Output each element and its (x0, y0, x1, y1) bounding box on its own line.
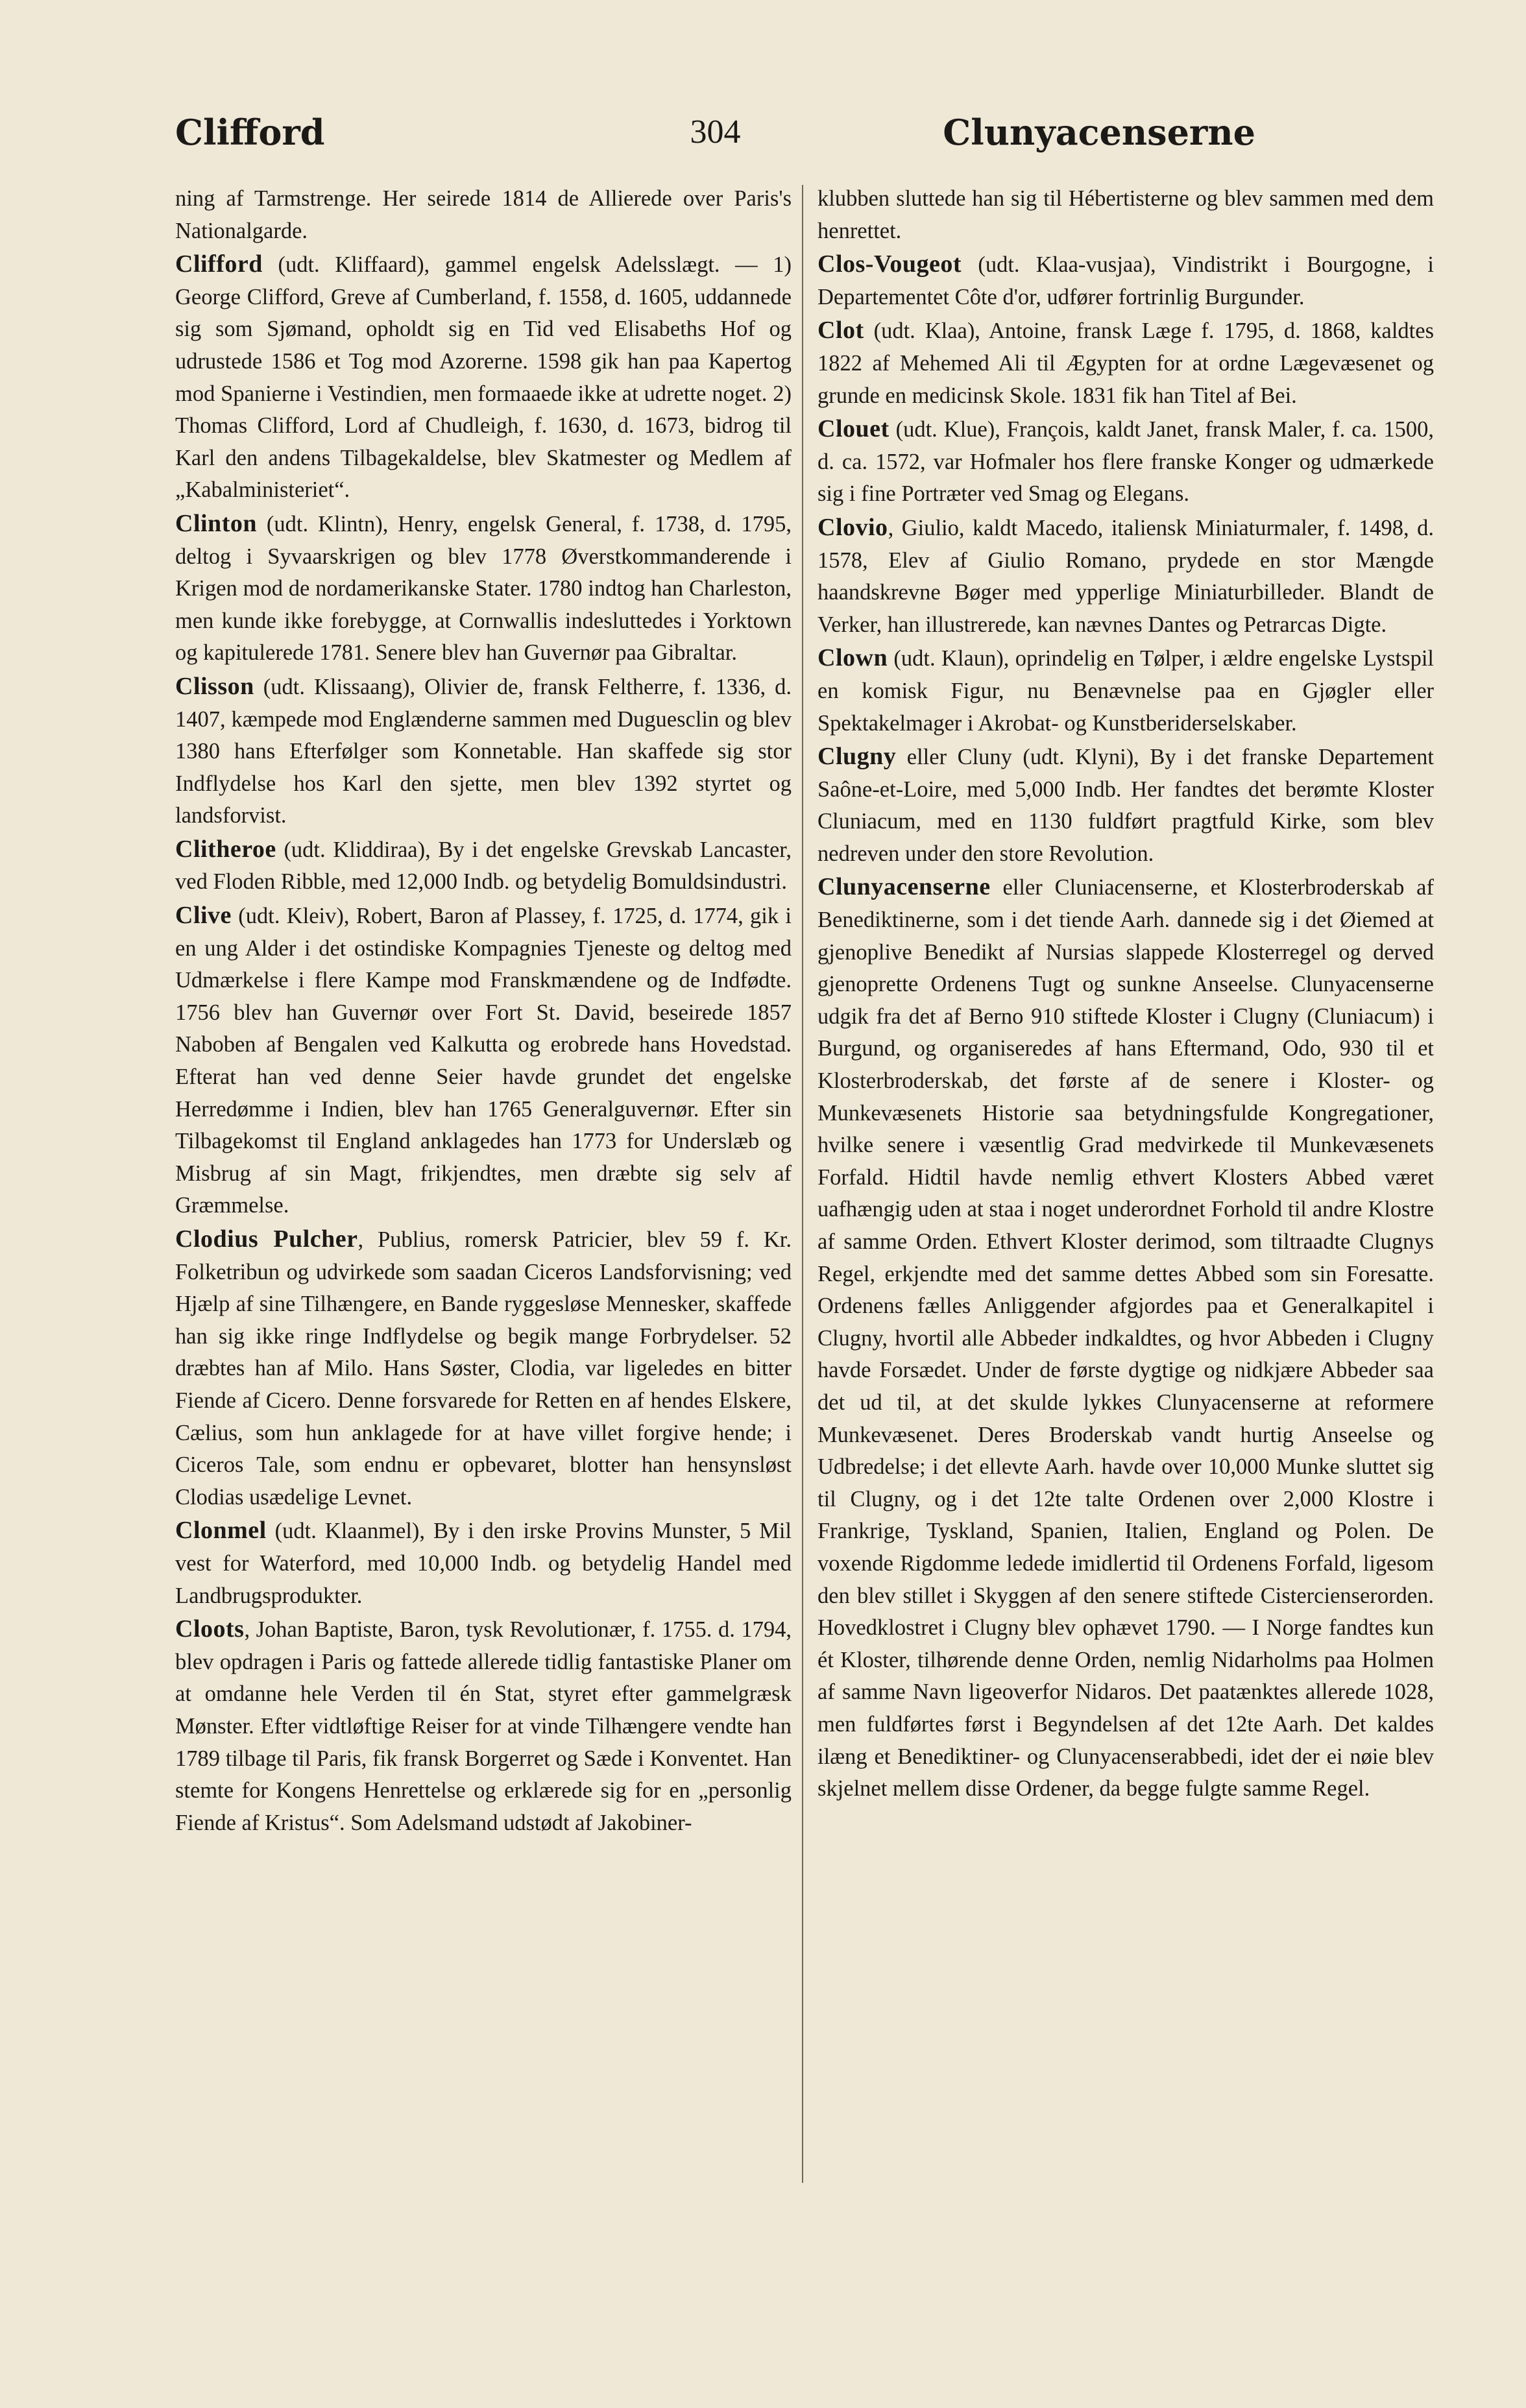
entry-clown (818, 642, 1434, 740)
entry-clunyacenserne (818, 871, 1434, 1805)
header-right-catchword: Clunyacenserne (943, 112, 1255, 153)
entry-clot (818, 315, 1434, 412)
entry-clive (175, 900, 792, 1222)
entry-clugny (818, 741, 1434, 870)
entry-text: (udt. Klaanmel), By i den irske Provins Munster, 5 Mil vest for Waterford, med 10,000 Indb. og betydelig Handel med Landbrugsprodukter. (175, 1519, 792, 1608)
entry-text: eller Cluny (udt. Klyni), By i det franske Departement Saône-et-Loire, med 5,000 Indb. Her fandtes det berømte Kloster Cluniacum, med en 1130 fuldført pragtfuld Kirke, som blev nedreven under den store Revolution. (818, 745, 1434, 866)
entry-continuation (818, 183, 1434, 247)
right-column (818, 183, 1434, 2213)
entry-headword: Clos-Vougeot (818, 250, 962, 278)
header-left-catchword: Clifford (175, 112, 325, 153)
entry-headword: Clonmel (175, 1517, 267, 1545)
entry-headword: Clinton (175, 509, 257, 537)
entry-text: , Publius, romersk Patricier, blev 59 f. Kr. Folketribun og udvirkede som saadan Ciceros Landsforvisning; ved Hjælp af sine Tilhængere, en Bande ryggesløse Mennesker, skaffede han sig ikke ringe Indflydelse og begik mange Forbrydelser. 52 dræbtes han af Milo. Hans Søster, Clodia, var ligeledes en bitter Fiende af Cicero. Denne forsvarede for Retten en af hendes Elskere, Cælius, som hun anklagede for at have villet forgive hende; i Ciceros Tale, som endnu er opbevaret, blotter han hensynsløst Clodias usædelige Levnet. (175, 1227, 792, 1510)
entry-cloots (175, 1613, 792, 1839)
entry-clitheroe (175, 834, 792, 898)
entry-text: klubben sluttede han sig til Hébertisterne og blev sammen med dem henrettet. (818, 186, 1434, 243)
entry-clinton (175, 508, 792, 669)
page-number: 304 (690, 114, 741, 150)
entry-clovio (818, 512, 1434, 641)
entry-clisson (175, 671, 792, 832)
entry-headword: Clunyacenserne (818, 873, 991, 901)
entry-text: ning af Tarmstrenge. Her seirede 1814 de Allierede over Paris's Nationalgarde. (175, 186, 792, 243)
entry-text: (udt. Klaa), Antoine, fransk Læge f. 1795, d. 1868, kaldtes 1822 af Mehemed Ali til Ægypten for at ordne Lægevæsenet og grunde en medicinsk Skole. 1831 fik han Titel af Bei. (818, 319, 1434, 408)
entry-headword: Clugny (818, 743, 897, 771)
entry-text: (udt. Kliffaard), gammel engelsk Adelsslægt. — 1) George Clifford, Greve af Cumberland, f. 1558, d. 1605, uddannede sig som Sjømand, opholdt sig en Tid ved Elisabeths Hof og udrustede 1586 et Tog mod Azorerne. 1598 gik han paa Kapertog mod Spanierne i Vestindien, men formaaede ikke at udrette noget. 2) Thomas Clifford, Lord af Chudleigh, f. 1630, d. 1673, bidrog til Karl den andens Tilbagekaldelse, blev Skatmester og Medlem af „Kabalministeriet“. (175, 252, 792, 503)
entry-clos-vougeot (818, 248, 1434, 313)
entry-text: (udt. Klue), François, kaldt Janet, fransk Maler, f. ca. 1500, d. ca. 1572, var Hofmaler hos flere franske Konger og udmærkede sig i fine Portræter ved Smag og Elegans. (818, 417, 1434, 507)
entry-continuation (175, 183, 792, 247)
entry-headword: Clouet (818, 415, 890, 443)
entry-clifford (175, 248, 792, 507)
page-header (175, 109, 1255, 167)
entry-text: (udt. Kleiv), Robert, Baron af Plassey, f. 1725, d. 1774, gik i en ung Alder i det ostindiske Kompagnies Tjeneste og deltog med Udmærkelse i flere Kampe mod Franskmændene og de Indfødte. 1756 blev han Guvernør over Fort St. David, beseirede 1857 Naboben af Bengalen ved Kalkutta og erobrede hans Hovedstad. Efterat han ved denne Seier havde grundet det engelske Herredømme i Indien, blev han 1765 Generalguvernør. Efter sin Tilbagekomst til England anklagedes han 1773 for Underslæb og Misbrug af sin Magt, frikjendtes, men dræbte sig selv af Græmmelse. (175, 904, 792, 1218)
entry-clonmel (175, 1515, 792, 1612)
entry-text: eller Cluniacenserne, et Klosterbroderskab af Benediktinerne, som i det tiende Aarh. dannede sig i det Øiemed at gjenoplive Benedikt af Nursias slappede Klosterregel og derved gjenoprette Ordenens Tugt og sunkne Anseelse. Clunyacenserne udgik fra det af Berno 910 stiftede Kloster i Clugny (Cluniacum) i Burgund, og organiseredes af hans Eftermand, Odo, 930 til et Klosterbroderskab, det første af de senere i Kloster- og Munkevæsenets Historie saa betydningsfulde Kongregationer, hvilke senere i væsentlig Grad medvirkede til Munkevæsenets Forfald. Hidtil havde nemlig ethvert Klosters Abbed været uafhængig uden at staa i noget underordnet Forhold til andre Klostre af samme Orden. Ethvert Kloster derimod, som tiltraadte Clugnys Regel, erkjendte med det samme dettes Abbed som sin Foresatte. Ordenens fælles Anliggender afgjordes paa et Generalkapitel i Clugny, hvortil alle Abbeder indkaldtes, og hvor Abbeden i Clugny havde Forsædet. Under de første dygtige og nidkjære Abbeder saa det ud til, at det skulde lykkes Clunyacenserne at reformere Munkevæsenet. Deres Broderskab vandt hurtig Anseelse og Udbredelse; i det ellevte Aarh. havde over 10,000 Munke sluttet sig til Clugny, og i det 12te talte Ordenen over 2,000 Klostre i Frankrige, Tyskland, Spanien, Italien, England og Polen. De voxende Rigdomme ledede imidlertid til Ordenens Forfald, ligesom den blev stillet i Skyggen af den senere stiftede Cistercienserorden. Hovedklostret i Clugny blev ophævet 1790. — I Norge fandtes kun ét Kloster, tilhørende denne Orden, nemlig Nidarholms paa Holmen af samme Navn ligeoverfor Nidaros. Det paatænktes allerede 1028, men fuldførtes først i Begyndelsen af det 12te Aarh. Det kaldes ilæng et Benediktiner- og Clunyacenserabbedi, idet der ei nøie blev skjelnet mellem disse Ordener, da begge fulgte samme Regel. (818, 875, 1434, 1801)
entry-headword: Clifford (175, 250, 263, 278)
entry-text: (udt. Klaun), oprindelig en Tølper, i ældre engelske Lystspil en komisk Figur, nu Benævnelse paa en Gjøgler eller Spektakelmager i Akrobat- og Kunstberiderselskaber. (818, 646, 1434, 736)
entry-headword: Clovio (818, 513, 888, 541)
entry-clodius-pulcher (175, 1223, 792, 1513)
entry-headword: Clown (818, 644, 888, 672)
entry-text: (udt. Klaa-vusjaa), Vindistrikt i Bourgogne, i Departementet Côte d'or, udfører fortrinlig Burgunder. (818, 252, 1434, 309)
entry-text: (udt. Klissaang), Olivier de, fransk Feltherre, f. 1336, d. 1407, kæmpede mod Englænderne sammen med Duguesclin og blev 1380 hans Efterfølger som Konnetable. Han skaffede sig stor Indflydelse hos Karl den sjette, men blev 1392 styrtet og landsforvist. (175, 674, 792, 828)
entry-text: (udt. Kliddiraa), By i det engelske Grevskab Lancaster, ved Floden Ribble, med 12,000 Indb. og betydelig Bomuldsindustri. (175, 837, 792, 895)
entry-clouet (818, 413, 1434, 511)
entry-headword: Clodius Pulcher (175, 1225, 358, 1253)
entry-headword: Clisson (175, 672, 254, 700)
column-divider (802, 185, 803, 2183)
entry-text: (udt. Klintn), Henry, engelsk General, f. 1738, d. 1795, deltog i Syvaarskrigen og blev 1778 Øverstkommanderende i Krigen mod de nordamerikanske Stater. 1780 indtog han Charleston, men kunde ikke forebygge, at Cornwallis indesluttedes i Yorktown og kapitulerede 1781. Senere blev han Guvernør paa Gibraltar. (175, 511, 792, 666)
entry-text: , Johan Baptiste, Baron, tysk Revolutionær, f. 1755. d. 1794, blev opdragen i Paris og fattede allerede tidlig fantastiske Planer om at omdanne hele Verden til én Stat, styret efter gammelgræsk Mønster. Efter vidtløftige Reiser for at vinde Tilhængere vendte han 1789 tilbage til Paris, fik fransk Borgerret og Sæde i Konventet. Han stemte for Kongens Henrettelse og erklærede sig for en „personlig Fiende af Kristus“. Som Adelsmand udstødt af Jakobiner- (175, 1617, 792, 1835)
entry-headword: Clot (818, 317, 864, 344)
entry-text: , Giulio, kaldt Macedo, italiensk Miniaturmaler, f. 1498, d. 1578, Elev af Giulio Romano, prydede en stor Mængde haandskrevne Bøger med ypperlige Miniaturbilleder. Blandt de Verker, han illustrerede, kan nævnes Dantes og Petrarcas Digte. (818, 515, 1434, 637)
entry-headword: Cloots (175, 1615, 245, 1643)
entry-headword: Clive (175, 902, 232, 930)
left-column (175, 183, 792, 2213)
entry-headword: Clitheroe (175, 835, 276, 863)
